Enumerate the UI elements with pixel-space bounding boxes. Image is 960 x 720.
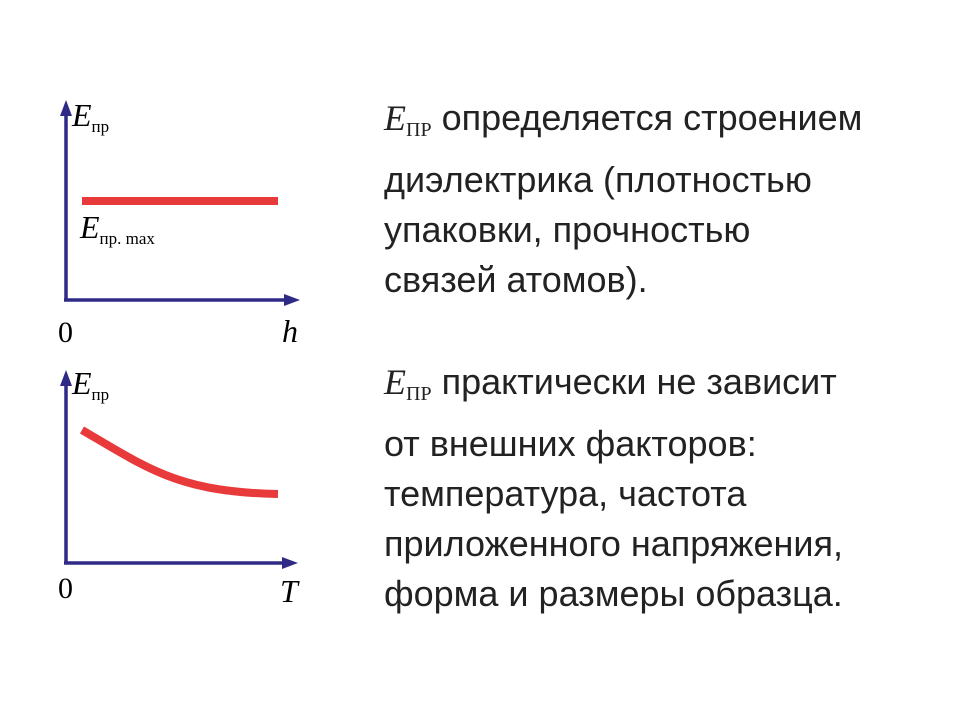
breakdown-symbol-subscript: ПР [406, 383, 432, 405]
text-line: приложенного напряжения, [384, 523, 843, 564]
y-axis-arrow [60, 370, 72, 386]
y-axis-label: Eпр [72, 97, 110, 136]
x-axis-arrow [282, 557, 298, 569]
text-line: от внешних факторов: [384, 423, 757, 464]
max-line-label: Eпр. max [80, 209, 155, 248]
origin-label: 0 [58, 572, 73, 605]
text-line-content: определяется строением [431, 97, 863, 138]
text-line: связей атомов). [384, 259, 648, 300]
x-axis-label: h [282, 313, 298, 349]
breakdown-symbol: E [384, 362, 406, 402]
breakdown-symbol-subscript: ПР [406, 119, 432, 141]
paragraph-structure-dependence [384, 93, 944, 305]
paragraph-external-factors [384, 357, 944, 619]
y-axis-label: Eпр [72, 365, 110, 404]
graph-breakdown-vs-temperature [0, 0, 340, 720]
decreasing-breakdown-curve [82, 430, 278, 494]
text-line-content: практически не зависит [431, 361, 837, 402]
text-line [384, 357, 944, 419]
text-line: температура, частота [384, 473, 747, 514]
text-line: упаковки, прочностью [384, 209, 751, 250]
text-line: форма и размеры образца. [384, 573, 843, 614]
breakdown-symbol: E [384, 98, 406, 138]
origin-label: 0 [58, 316, 73, 349]
x-axis-label: T [280, 573, 298, 609]
text-line: диэлектрика (плотностью [384, 159, 812, 200]
text-line [384, 93, 944, 155]
